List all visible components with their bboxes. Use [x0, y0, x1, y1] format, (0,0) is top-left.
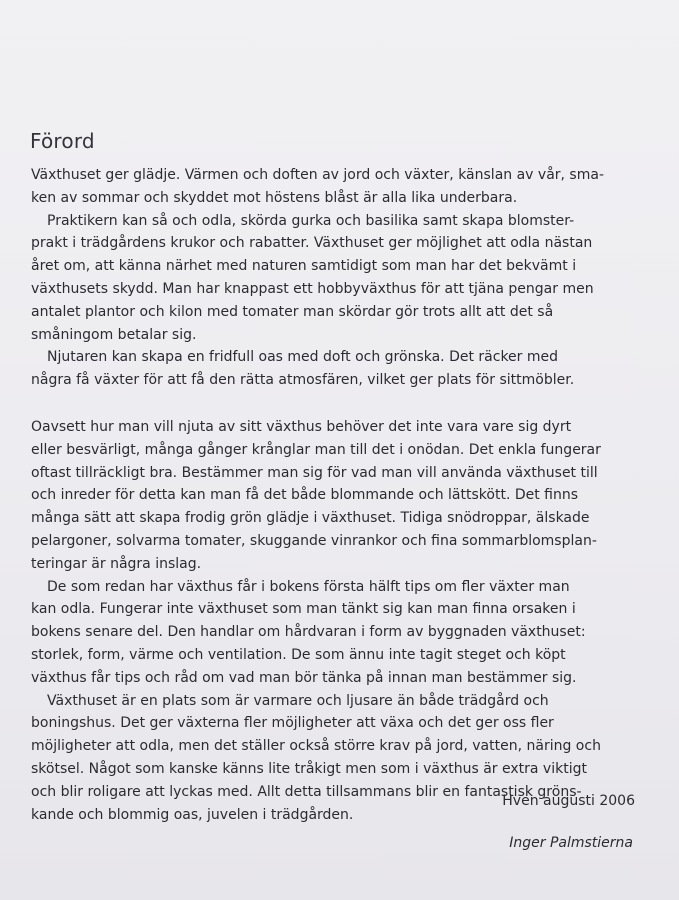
- text-line: skötsel. Något som kanske känns lite tråkigt men som i växthus är extra viktigt: [31, 760, 587, 777]
- text-line: möjligheter att odla, men det ställer också större krav på jord, vatten, näring och: [31, 738, 601, 755]
- paragraph: [31, 346, 643, 392]
- text-line: kan odla. Fungerar inte växthuset som man tänkt sig kan man finna orsaken i: [31, 601, 576, 618]
- text-line: bokens senare del. Den handlar om hårdvaran i form av byggnaden växthuset:: [31, 624, 586, 641]
- text-line: och inreder för detta kan man få det både blommande och lättskött. Det finns: [31, 487, 579, 504]
- text-line: och blir roligare att lyckas med. Allt detta tillsammans blir en fantastisk gröns-: [31, 783, 582, 800]
- text-line: De som redan har växthus får i bokens första hälft tips om fler växter man: [47, 578, 570, 595]
- text-line: Oavsett hur man vill njuta av sitt växthus behöver det inte vara vare sig dyrt: [31, 418, 572, 435]
- text-line: storlek, form, värme och ventilation. De som ännu inte tagit steget och köpt: [31, 646, 566, 663]
- text-line: oftast tillräckligt bra. Bestämmer man sig för vad man vill använda växthuset till: [31, 464, 598, 481]
- text-line: Praktikern kan så och odla, skörda gurka och basilika samt skapa blomster-: [47, 212, 575, 229]
- paragraph: [31, 164, 643, 210]
- text-line: ken av sommar och skyddet mot höstens blåst är alla lika underbara.: [31, 189, 518, 206]
- text-line: Växthuset är en plats som är varmare och ljusare än både trädgård och: [47, 692, 549, 709]
- text-line: boningshus. Det ger växterna fler möjligheter att växa och det ger oss fler: [31, 715, 554, 732]
- paragraph: [31, 576, 643, 690]
- text-line: antalet plantor och kilon med tomater man skördar gör trots allt att det så: [31, 303, 554, 320]
- paragraph: [31, 210, 643, 347]
- text-line: pelargoner, solvarma tomater, skuggande vinrankor och fina sommarblomsplan-: [31, 532, 597, 549]
- text-line: kande och blommig oas, juvelen i trädgården.: [31, 806, 354, 823]
- page-heading: Förord: [30, 129, 95, 154]
- place-and-date: Hven augusti 2006: [502, 793, 635, 809]
- text-line: några få växter för att få den rätta atmosfären, vilket ger plats för sittmöbler.: [31, 372, 575, 389]
- text-line: småningom betalar sig.: [31, 326, 197, 343]
- text-line: prakt i trädgårdens krukor och rabatter. Växthuset ger möjlighet att odla nästan: [31, 235, 593, 252]
- text-line: teringar är några inslag.: [31, 555, 202, 572]
- text-line: växthusets skydd. Man har knappast ett hobbyväxthus för att tjäna pengar men: [31, 280, 594, 297]
- paragraph-gap: [31, 392, 643, 416]
- text-line: året om, att känna närhet med naturen samtidigt som man har det bekvämt i: [31, 258, 577, 275]
- preface-body: [31, 164, 643, 826]
- text-line: eller besvärligt, många gånger krånglar man till det i onödan. Det enkla fungerar: [31, 441, 601, 458]
- text-line: växthus får tips och råd om vad man bör tänka på innan man bestämmer sig.: [31, 669, 577, 686]
- paragraph: [31, 416, 643, 576]
- text-line: många sätt att skapa frodig grön glädje i växthuset. Tidiga snödroppar, älskade: [31, 510, 590, 527]
- text-line: Växthuset ger glädje. Värmen och doften av jord och växter, känslan av vår, sma-: [31, 167, 604, 183]
- text-line: Njutaren kan skapa en fridfull oas med doft och grönska. Det räcker med: [47, 349, 559, 366]
- author-signature: Inger Palmstierna: [509, 835, 633, 851]
